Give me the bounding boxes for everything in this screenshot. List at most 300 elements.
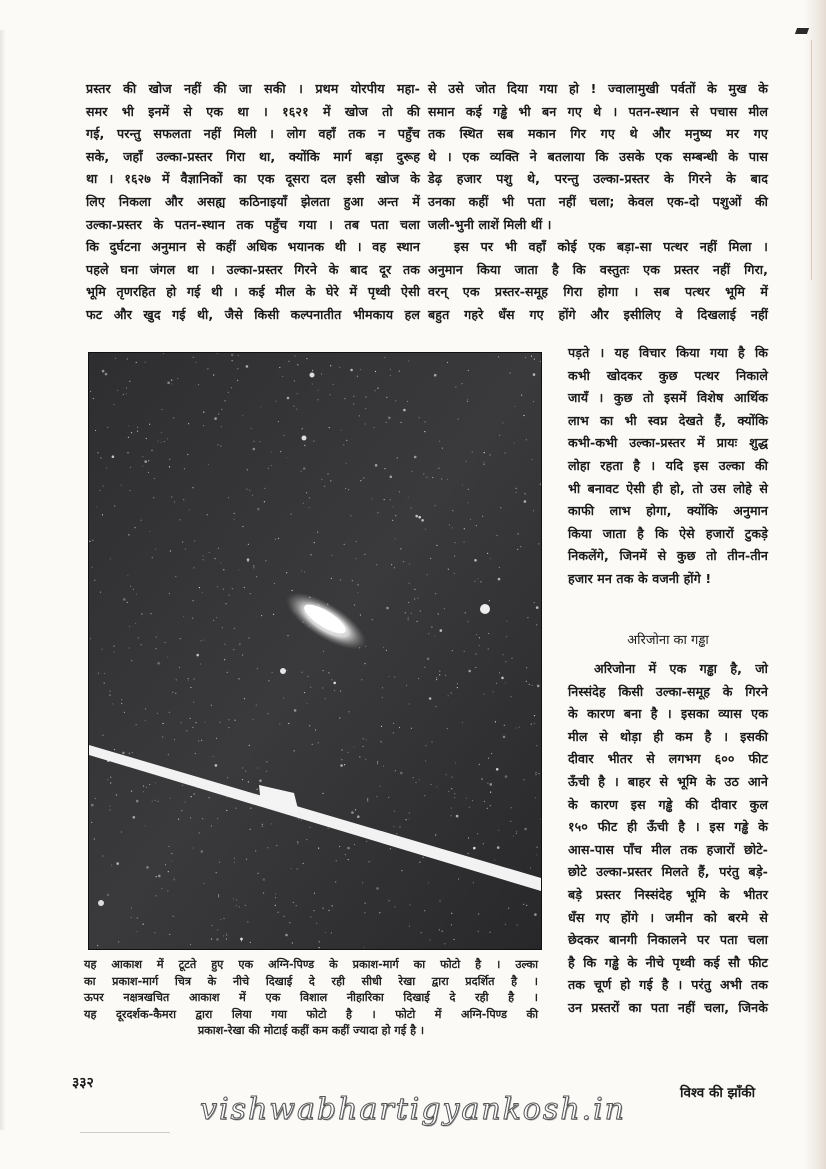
star	[533, 510, 534, 511]
star	[424, 910, 425, 911]
star	[384, 499, 385, 500]
star	[301, 819, 302, 820]
star	[142, 456, 143, 457]
star	[395, 400, 396, 401]
star	[340, 579, 341, 580]
star	[195, 753, 196, 754]
text-line: १५० फीट ही ऊँची है । इस गड्ढे के	[568, 819, 768, 835]
star	[419, 862, 420, 863]
star	[304, 692, 305, 693]
star	[414, 456, 417, 459]
star	[536, 624, 537, 625]
star	[453, 939, 454, 940]
text-line: लाभ का भी स्वप्न देखते हैं, क्योंकि	[568, 412, 768, 428]
star	[377, 761, 378, 762]
star	[339, 846, 340, 847]
star	[145, 362, 146, 363]
star	[465, 612, 466, 613]
star	[359, 415, 360, 416]
star	[180, 638, 181, 639]
star	[534, 913, 537, 916]
star	[238, 569, 239, 570]
star	[248, 637, 249, 638]
star	[493, 691, 494, 692]
star	[510, 696, 511, 697]
star	[128, 425, 129, 426]
star	[135, 527, 136, 528]
star	[364, 554, 365, 555]
star	[236, 899, 237, 900]
star	[234, 513, 235, 514]
star	[395, 538, 396, 539]
star	[390, 848, 391, 849]
running-footer-title: विश्व की झाँकी	[680, 1085, 756, 1101]
star	[506, 621, 507, 622]
star	[193, 600, 194, 601]
star	[313, 441, 314, 442]
star	[345, 488, 346, 489]
meteor-photo-graphic	[89, 353, 541, 949]
star	[430, 784, 431, 785]
star	[312, 370, 313, 371]
star	[324, 486, 325, 487]
star	[506, 636, 507, 637]
star	[452, 510, 453, 511]
star	[244, 698, 245, 699]
star	[306, 492, 307, 493]
right-column-section-text	[568, 658, 768, 1020]
text-line: वरन् एक प्रस्तर-समूह गिरा होगा । सब पत्थर भूमि में	[428, 284, 768, 300]
star	[452, 650, 453, 651]
star	[411, 613, 412, 614]
star	[234, 628, 235, 629]
star	[388, 417, 391, 420]
star	[283, 916, 284, 917]
star	[490, 783, 493, 786]
star	[434, 505, 435, 506]
star	[435, 834, 436, 835]
star	[110, 558, 111, 559]
star	[228, 727, 229, 728]
star	[330, 365, 331, 366]
star	[451, 788, 452, 789]
star	[362, 882, 363, 883]
star	[226, 933, 227, 934]
star	[427, 574, 428, 575]
star	[223, 935, 224, 936]
star	[511, 658, 512, 659]
star	[93, 398, 94, 399]
star	[131, 432, 132, 433]
star	[535, 774, 536, 775]
star	[221, 409, 222, 410]
star	[211, 925, 212, 926]
star	[104, 673, 105, 674]
star	[145, 720, 146, 721]
star	[239, 906, 240, 907]
star	[161, 409, 162, 410]
star	[98, 673, 99, 674]
star	[452, 527, 453, 528]
star	[538, 773, 539, 774]
star	[482, 516, 483, 517]
star	[133, 589, 134, 590]
star	[520, 546, 521, 547]
star	[496, 768, 499, 771]
star	[310, 554, 311, 555]
star	[331, 679, 332, 680]
star	[188, 678, 189, 679]
star	[176, 679, 177, 680]
star	[303, 503, 304, 504]
star	[451, 815, 452, 816]
star	[487, 808, 488, 809]
star	[488, 758, 489, 759]
star	[515, 406, 516, 407]
star	[467, 399, 468, 400]
star	[151, 450, 152, 451]
star	[296, 409, 297, 410]
star	[377, 512, 378, 513]
star	[292, 942, 293, 943]
star	[379, 912, 380, 913]
star	[304, 571, 305, 572]
star	[394, 811, 395, 812]
star	[467, 621, 468, 622]
bright-star	[98, 900, 104, 906]
star	[188, 680, 189, 681]
text-line: है कि गड्ढे के नीचे पृथ्वी कई सौ फीट	[568, 954, 768, 970]
star	[514, 442, 515, 443]
photo-caption	[84, 957, 538, 1040]
star	[472, 800, 473, 801]
star	[278, 912, 279, 913]
star	[209, 797, 210, 798]
star	[363, 477, 364, 478]
star	[434, 374, 437, 377]
star	[289, 922, 290, 923]
star	[104, 683, 105, 684]
star	[410, 507, 411, 508]
star	[531, 724, 532, 725]
star	[408, 602, 409, 603]
star	[131, 791, 132, 792]
star	[143, 791, 144, 792]
star	[533, 373, 536, 376]
star	[470, 519, 471, 520]
star	[312, 744, 313, 745]
star	[483, 464, 484, 465]
star	[435, 593, 436, 594]
star	[219, 862, 220, 863]
watermark: vishwabhartigyankosh.in	[200, 1092, 626, 1127]
star	[301, 570, 302, 571]
star	[297, 843, 298, 844]
star	[214, 417, 217, 420]
star	[399, 727, 400, 728]
star	[513, 835, 514, 836]
star	[357, 815, 360, 818]
star	[505, 775, 508, 778]
text-line: छेदकर बानगी निकालने पर पता चला	[568, 932, 768, 948]
star	[218, 896, 219, 897]
star	[242, 415, 243, 416]
text-line: दीवार भीतर से लगभग ६०० फीट	[568, 751, 768, 767]
star	[208, 464, 209, 465]
star	[330, 480, 331, 481]
star	[233, 898, 234, 899]
star	[363, 738, 364, 739]
star	[303, 863, 304, 864]
star	[332, 905, 333, 906]
star	[364, 912, 365, 913]
star	[523, 415, 524, 416]
star	[220, 562, 221, 563]
caption-line: प्रकाश-रेखा की मोटाई कहीं कम कहीं ज्यादा हो गई है ।	[197, 1024, 425, 1038]
star	[333, 384, 334, 385]
star	[463, 542, 464, 543]
star	[280, 451, 281, 452]
star	[498, 356, 499, 357]
star	[464, 528, 465, 529]
star	[278, 421, 279, 422]
star	[333, 682, 336, 685]
star	[367, 798, 368, 799]
star	[263, 878, 266, 881]
star	[487, 553, 488, 554]
corner-mark	[795, 28, 809, 34]
star	[457, 683, 458, 684]
star	[95, 798, 96, 799]
star	[347, 847, 350, 850]
star	[526, 681, 527, 682]
text-line: आस-पास पाँच मील तक हजारों छोटे-	[568, 841, 768, 857]
star	[297, 841, 298, 842]
star	[363, 746, 364, 747]
star	[417, 621, 418, 622]
star	[499, 435, 500, 436]
star	[536, 854, 537, 855]
right-column-top-text	[428, 78, 768, 327]
star	[94, 838, 95, 839]
star	[247, 558, 250, 561]
star	[262, 824, 263, 825]
star	[132, 752, 133, 753]
star	[193, 357, 194, 358]
star	[427, 658, 430, 661]
star	[158, 875, 161, 878]
star	[390, 499, 391, 500]
text-line: मील से थोड़ा ही कम है । इसकी	[568, 728, 768, 744]
star	[190, 718, 191, 719]
star	[540, 484, 541, 485]
text-line: उन प्रस्तरों का पता नहीं चला, जिनके	[568, 999, 768, 1015]
star	[409, 926, 410, 927]
star	[236, 905, 237, 906]
star	[195, 722, 196, 723]
star	[408, 617, 409, 618]
star	[367, 800, 368, 801]
star	[294, 750, 295, 751]
star	[365, 759, 366, 760]
star	[232, 360, 233, 361]
star	[222, 627, 223, 628]
star	[216, 617, 217, 618]
star	[196, 654, 199, 657]
star	[490, 932, 491, 933]
star	[234, 720, 235, 721]
star	[129, 381, 130, 382]
text-line: किया जाता है कि ऐसे हजारों टुकड़े	[568, 525, 768, 541]
star	[118, 941, 119, 942]
star	[174, 879, 175, 880]
star	[274, 583, 275, 584]
text-line: के कारण इस गड्ढे की दीवार कुल	[568, 796, 768, 812]
star	[467, 502, 468, 503]
star	[408, 703, 409, 704]
star	[167, 657, 168, 658]
star	[286, 457, 287, 458]
star	[294, 380, 295, 381]
star	[179, 667, 180, 668]
text-line: भूमि तृणरहित हो गई थी । कई मील के घेरे में पृथ्वी ऐसी	[86, 284, 420, 300]
star	[154, 932, 155, 933]
star	[250, 593, 251, 594]
star	[249, 490, 250, 491]
text-line: कभी खोदकर कुछ पत्थर निकाले	[568, 367, 768, 383]
star	[302, 428, 303, 429]
star	[518, 533, 519, 534]
star	[128, 437, 129, 438]
star	[446, 774, 447, 775]
star	[327, 473, 328, 474]
star	[400, 548, 401, 549]
star	[173, 417, 174, 418]
star	[250, 829, 251, 830]
bright-star	[280, 668, 286, 674]
star	[447, 479, 448, 480]
star	[457, 687, 458, 688]
star	[107, 894, 110, 897]
star	[111, 865, 112, 866]
star	[91, 822, 92, 823]
page-left-edge	[0, 30, 6, 1130]
star	[246, 489, 247, 490]
star	[464, 651, 465, 652]
star	[192, 847, 193, 848]
star	[135, 623, 136, 624]
page-bottom-mark	[80, 1132, 170, 1133]
star	[354, 746, 355, 747]
star	[203, 412, 204, 413]
star	[91, 804, 94, 807]
star	[209, 552, 210, 553]
star	[102, 855, 103, 856]
star	[365, 663, 366, 664]
star	[409, 818, 410, 819]
star	[365, 423, 366, 424]
star	[478, 913, 479, 914]
star	[347, 752, 348, 753]
star	[287, 397, 290, 400]
star	[448, 569, 449, 570]
star	[149, 784, 150, 785]
star	[465, 461, 466, 462]
star	[344, 398, 345, 399]
star	[360, 369, 361, 370]
star	[149, 424, 150, 425]
star	[468, 853, 469, 854]
star	[228, 392, 229, 393]
star	[157, 713, 158, 714]
star	[469, 807, 470, 808]
star	[288, 723, 289, 724]
star	[454, 542, 455, 543]
star	[527, 617, 528, 618]
star	[152, 557, 153, 558]
star	[382, 697, 383, 698]
star	[184, 468, 185, 469]
text-line: भी बनावट ऐसी ही हो, तो उस लोहे से	[568, 480, 768, 496]
star	[228, 719, 229, 720]
star	[223, 918, 224, 919]
star	[190, 817, 191, 818]
star	[174, 739, 175, 740]
star	[474, 559, 477, 562]
star	[174, 877, 175, 878]
star	[479, 637, 480, 638]
star	[216, 938, 219, 941]
star	[131, 660, 132, 661]
star	[436, 545, 437, 546]
star	[451, 913, 452, 914]
star	[409, 904, 410, 905]
star	[202, 818, 203, 819]
text-line: पड़ते । यह विचार किया गया है कि	[568, 345, 768, 360]
star	[203, 555, 204, 556]
text-line: डेढ़ हजार पशु थे, परन्तु उल्का-प्रस्तर के गिरने के बाद	[428, 171, 768, 187]
star	[215, 764, 218, 767]
star	[268, 680, 269, 681]
star	[245, 771, 246, 772]
star	[199, 832, 200, 833]
star	[220, 919, 221, 920]
star	[494, 859, 495, 860]
star	[138, 637, 139, 638]
star	[114, 404, 115, 405]
star	[451, 807, 452, 808]
star	[331, 932, 332, 933]
star	[109, 691, 110, 692]
star	[148, 472, 149, 473]
star	[142, 466, 143, 467]
star	[145, 825, 146, 826]
star	[192, 618, 193, 619]
star	[431, 627, 432, 628]
star	[180, 519, 181, 520]
star	[428, 633, 429, 634]
text-line: समान कई गड्ढे भी बन गए थे । पतन-स्थान से पचास मील	[428, 103, 768, 119]
star	[395, 770, 396, 771]
star	[503, 654, 504, 655]
bright-star	[302, 436, 307, 441]
star	[321, 479, 322, 480]
star	[388, 797, 389, 798]
caption-line: यह आकाश में टूटते हुए एक अग्नि-पिण्ड के प्रकाश-मार्ग का फोटो है । उल्का	[84, 958, 538, 971]
star	[129, 647, 130, 648]
star	[157, 662, 160, 665]
text-line: बड़े प्रस्तर निस्संदेह भूमि के भीतर	[568, 886, 768, 902]
